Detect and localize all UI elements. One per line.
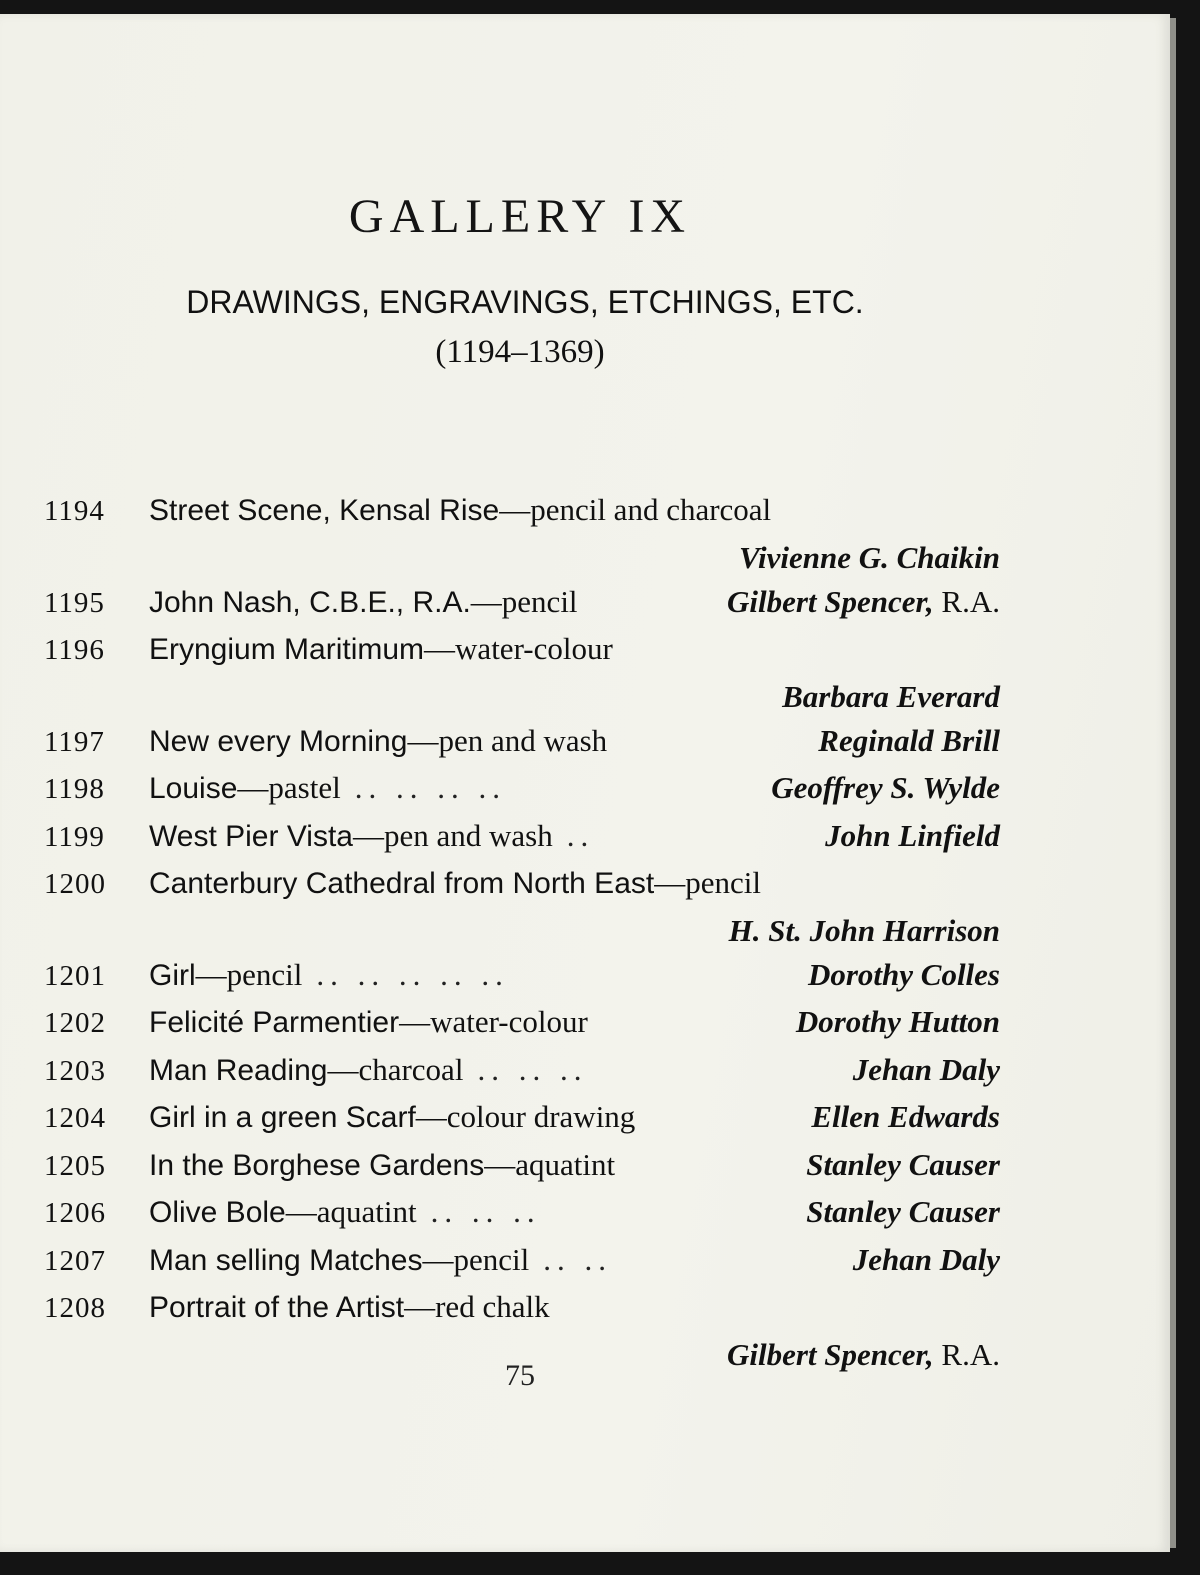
- artist-name: Geoffrey S. Wylde: [771, 770, 1000, 805]
- entry-title: Eryngium Maritimum: [149, 633, 425, 666]
- entry-number: 1199: [44, 820, 105, 853]
- catalogue-entry: [44, 1052, 1000, 1100]
- page-edge: [1170, 18, 1176, 1548]
- entry-number: 1204: [44, 1102, 106, 1134]
- catalogue-entry: [44, 770, 1000, 818]
- page-title: GALLERY IX: [348, 190, 692, 243]
- catalogue-entry-list: [44, 492, 1000, 1381]
- artist-name: Gilbert Spencer,: [727, 583, 934, 619]
- catalogue-entry: [44, 1242, 1000, 1290]
- entry-title: Felicité Parmentier: [149, 1006, 400, 1039]
- dot-leader: .. .. .. .. ..: [316, 956, 509, 992]
- entry-title: Man Reading: [149, 1053, 328, 1087]
- catalogue-entry: [44, 1194, 1000, 1242]
- artist-name: Barbara Everard: [782, 678, 1000, 714]
- catalogue-entry: [44, 865, 1000, 957]
- entry-line: [44, 770, 1000, 818]
- entry-line: [44, 723, 1000, 771]
- entry-artist: [811, 1099, 1000, 1135]
- artist-name: Jehan Daly: [852, 1051, 1000, 1087]
- entry-number: 1207: [44, 1244, 106, 1277]
- entry-number: 1201: [44, 959, 106, 992]
- entry-number: 1197: [44, 725, 105, 758]
- entry-line: [44, 584, 1000, 632]
- entry-medium: —pencil: [422, 1241, 530, 1277]
- entry-medium: —aquatint: [484, 1146, 616, 1182]
- artist-name: Dorothy Colles: [807, 956, 1000, 992]
- entry-artist: [727, 584, 1000, 620]
- entry-line: [44, 1194, 1000, 1242]
- entry-number: 1195: [44, 586, 105, 619]
- entry-artist: [818, 723, 1000, 759]
- catalogue-entry: [44, 957, 1000, 1005]
- catalogue-entry: [44, 492, 1000, 584]
- catalogue-entry: [44, 818, 1000, 866]
- entry-artist: [782, 679, 1000, 714]
- entry-artist: [771, 770, 1000, 806]
- entry-medium: —pencil: [654, 865, 761, 900]
- entry-number: 1200: [44, 868, 106, 900]
- artist-name: H. St. John Harrison: [728, 912, 1000, 948]
- artist-honour: R.A.: [933, 583, 1000, 619]
- entry-medium: —pencil: [195, 956, 303, 992]
- catalogue-entry: [44, 1147, 1000, 1195]
- dot-leader: .. .. ..: [430, 1194, 541, 1229]
- entry-artist: [825, 818, 1000, 854]
- artist-name: Ellen Edwards: [811, 1099, 1000, 1134]
- entry-artist: [739, 540, 1000, 575]
- entry-title: John Nash, C.B.E., R.A.: [149, 585, 471, 619]
- catalogue-page: [0, 14, 1170, 1552]
- entry-title: Louise: [149, 772, 238, 805]
- entry-line: [44, 1289, 1000, 1337]
- entry-title: In the Borghese Gardens: [149, 1148, 485, 1182]
- catalogue-entry: [44, 584, 1000, 632]
- catalogue-range: (1194–1369): [435, 334, 605, 370]
- entry-title: Girl: [149, 958, 196, 992]
- artist-honour: R.A.: [933, 1336, 1000, 1372]
- entry-number: 1198: [44, 773, 105, 805]
- entry-title: Girl in a green Scarf: [149, 1101, 416, 1134]
- entry-medium: —aquatint: [285, 1194, 417, 1229]
- entry-number: 1194: [44, 495, 105, 527]
- entry-medium: —pencil and charcoal: [499, 492, 772, 527]
- entry-artist: [853, 1052, 1000, 1088]
- entry-artist-line: [44, 679, 1000, 723]
- catalogue-entry: [44, 1099, 1000, 1147]
- artist-name: Jehan Daly: [852, 1241, 1000, 1277]
- entry-line: [44, 818, 1000, 866]
- entry-title: Man selling Matches: [149, 1243, 423, 1277]
- entry-title: Olive Bole: [149, 1196, 286, 1229]
- section-subtitle: DRAWINGS, ENGRAVINGS, ETCHINGS, ETC.: [186, 284, 864, 320]
- entry-line: [44, 1147, 1000, 1195]
- entry-line: [44, 1099, 1000, 1147]
- page-number: 75: [505, 1359, 535, 1392]
- entry-number: 1205: [44, 1149, 106, 1182]
- entry-artist: [853, 1242, 1000, 1278]
- entry-artist: [729, 913, 1000, 948]
- entry-medium: —charcoal: [327, 1051, 464, 1087]
- artist-name: Vivienne G. Chaikin: [739, 539, 1000, 575]
- entry-title: Canterbury Cathedral from North East: [149, 867, 655, 900]
- entry-title: Street Scene, Kensal Rise: [149, 494, 500, 527]
- entry-medium: —red chalk: [404, 1289, 550, 1324]
- entry-medium: —pen and wash: [352, 817, 553, 853]
- entry-artist: [806, 1147, 1000, 1183]
- entry-title: West Pier Vista: [149, 819, 353, 853]
- artist-name: Stanley Causer: [806, 1146, 1000, 1182]
- entry-artist: [806, 1194, 1000, 1230]
- entry-number: 1196: [44, 634, 105, 666]
- entry-artist: [808, 957, 1000, 993]
- artist-name: Gilbert Spencer,: [727, 1336, 934, 1372]
- artist-name: Dorothy Hutton: [795, 1004, 1000, 1039]
- entry-number: 1203: [44, 1054, 106, 1087]
- entry-medium: —water-colour: [424, 631, 613, 666]
- catalogue-entry: [44, 631, 1000, 723]
- artist-name: Reginald Brill: [818, 722, 1000, 758]
- entry-line: [44, 492, 1000, 540]
- entry-line: [44, 631, 1000, 679]
- entry-line: [44, 1052, 1000, 1100]
- entry-title: Portrait of the Artist: [149, 1291, 405, 1324]
- dot-leader: .. ..: [543, 1241, 612, 1277]
- artist-name: John Linfield: [825, 817, 1000, 853]
- entry-line: [44, 1242, 1000, 1290]
- entry-line: [44, 865, 1000, 913]
- entry-artist: [796, 1004, 1000, 1040]
- entry-line: [44, 957, 1000, 1005]
- entry-artist-line: [44, 540, 1000, 584]
- entry-medium: —pen and wash: [407, 722, 608, 758]
- entry-number: 1202: [44, 1007, 106, 1039]
- artist-name: Stanley Causer: [806, 1194, 1000, 1229]
- dot-leader: ..: [566, 817, 595, 853]
- dot-leader: .. .. .. ..: [354, 770, 506, 805]
- entry-line: [44, 1004, 1000, 1052]
- catalogue-entry: [44, 723, 1000, 771]
- entry-title: New every Morning: [149, 724, 408, 758]
- catalogue-entry: [44, 1004, 1000, 1052]
- entry-medium: —pencil: [470, 583, 578, 619]
- entry-number: 1208: [44, 1292, 106, 1324]
- entry-number: 1206: [44, 1197, 106, 1229]
- entry-medium: —pastel: [237, 770, 341, 805]
- dot-leader: .. .. ..: [477, 1051, 588, 1087]
- entry-artist-line: [44, 913, 1000, 957]
- entry-medium: —water-colour: [399, 1004, 588, 1039]
- entry-medium: —colour drawing: [415, 1099, 636, 1134]
